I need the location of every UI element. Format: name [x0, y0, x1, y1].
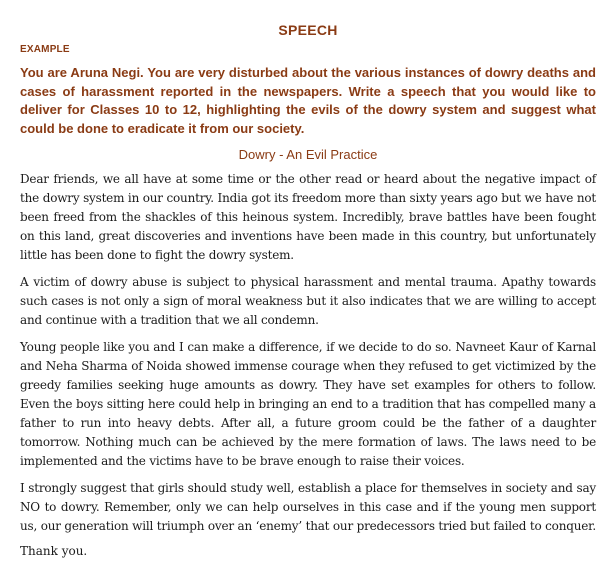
example-label: EXAMPLE [20, 44, 70, 55]
speech-paragraph: Young people like you and I can make a difference, if we decide to do so. Navneet Kaur of Karnal and Neha Sharma of Noida showed immense courage when they refused to get victimized by the greedy families seeking huge amounts as dowry. They have set examples for others to follow. Even the boys sitting here could help in bringing an end to a tradition that has compelled many a father to run into heavy debts. After all, a future groom could be the father of a daughter tomorrow. Nothing much can be achieved by the mere formation of laws. The laws need to be implemented and the victims have to be brave enough to raise their voices. [20, 340, 596, 468]
speech-closing: Thank you. [20, 544, 88, 558]
page-title: SPEECH [278, 22, 338, 38]
speech-paragraph: I strongly suggest that girls should study well, establish a place for themselves in society and say NO to dowry. Remember, only we can help ourselves in this case and if the young men support us, our generation will triumph over an ‘enemy’ that our predecessors tried but failed to conquer. [20, 481, 596, 533]
speech-paragraph: A victim of dowry abuse is subject to physical harassment and mental trauma. Apathy towards such cases is not only a sign of moral weakness but it also indicates that we are willing to accept and continue with a tradition that we all condemn. [20, 275, 596, 327]
writing-prompt: You are Aruna Negi. You are very disturbed about the various instances of dowry deaths and cases of harassment reported in the newspapers. Write a speech that you would like to deliver for Classes 10 to 12, highlighting the evils of the dowry system and suggest what could be done to eradicate it from our society. [20, 65, 596, 136]
speech-paragraph: Dear friends, we all have at some time or the other read or heard about the negative impact of the dowry system in our country. India got its freedom more than sixty years ago but we have not been freed from the shackles of this heinous system. Incredibly, brave battles have been fought on this land, great discoveries and inventions have been made in this country, but unfortunately little has been done to fight the dowry system. [20, 172, 596, 262]
speech-heading: Dowry - An Evil Practice [238, 147, 378, 162]
